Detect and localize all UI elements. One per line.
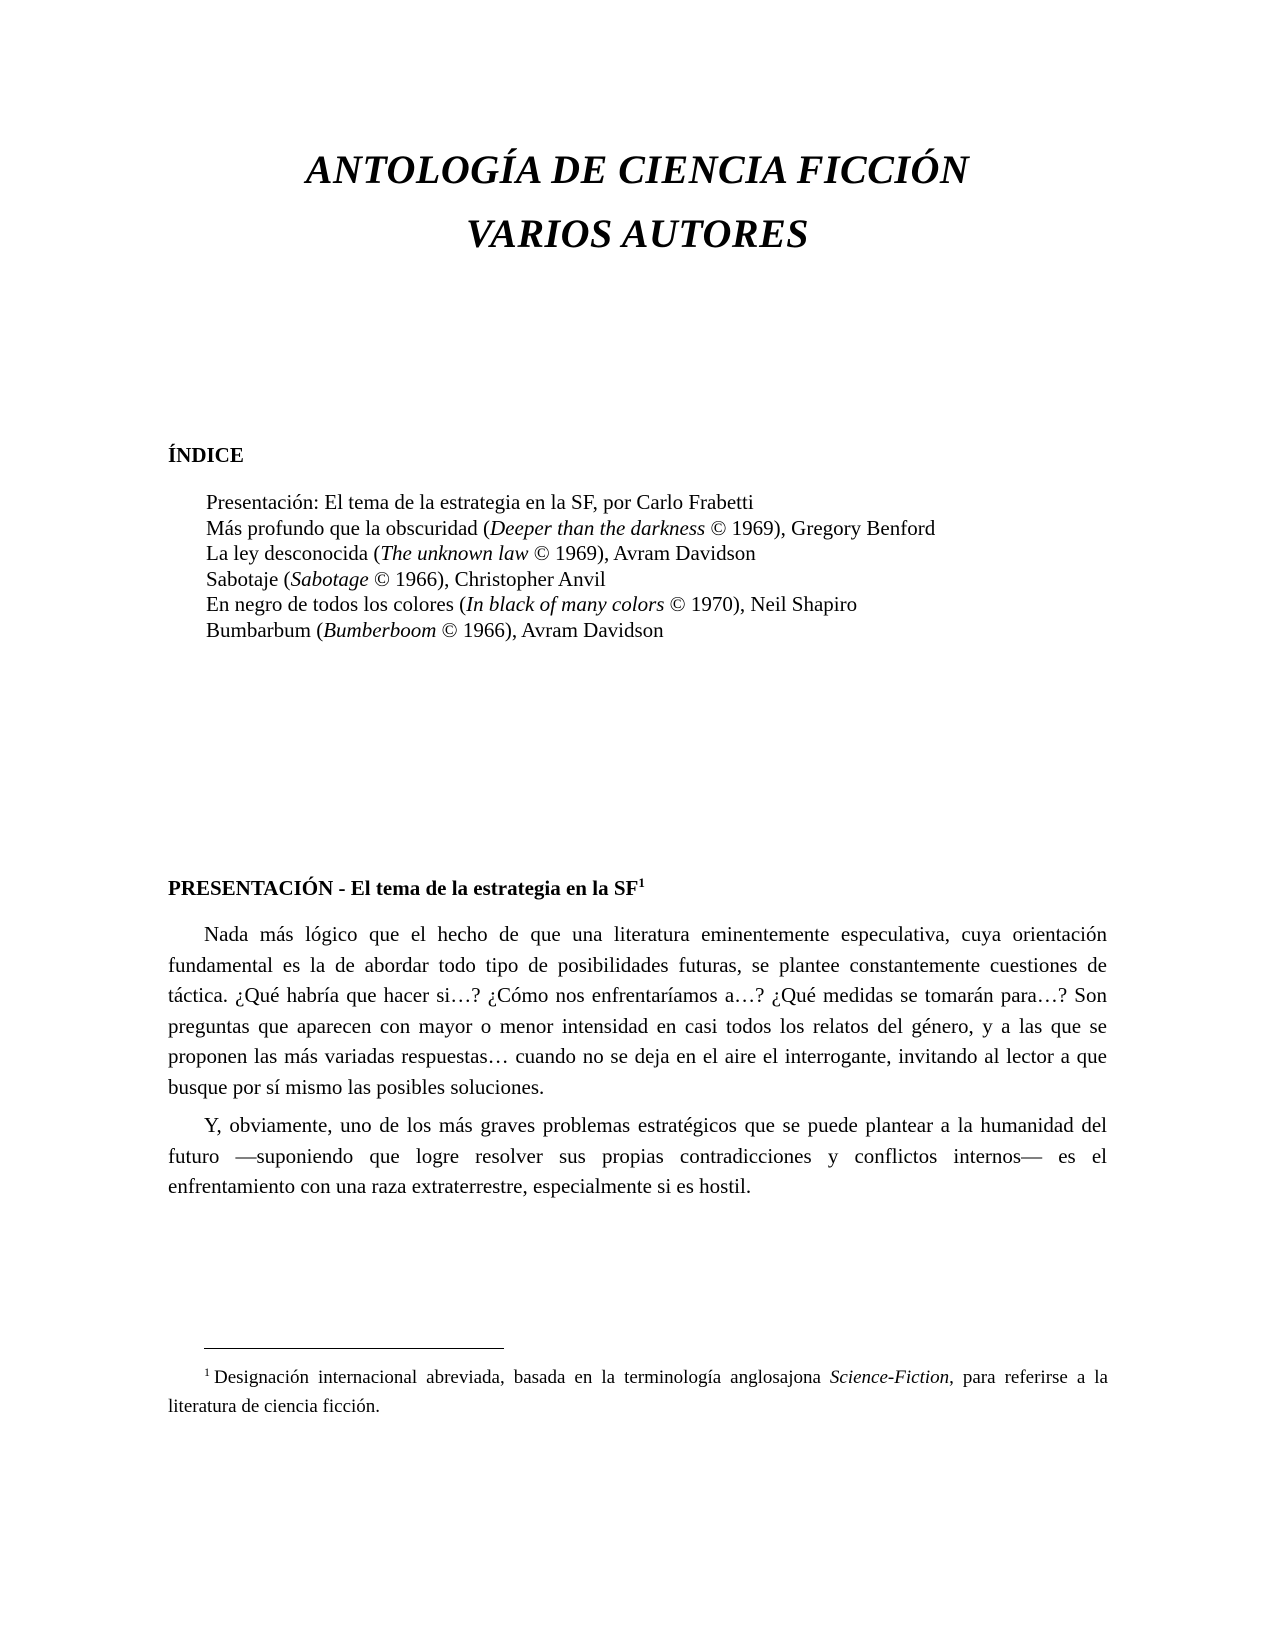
index-item-text-after: © 1969), Gregory Benford [705,515,936,540]
index-item [206,592,1107,618]
index-item [206,567,1107,593]
index-item [206,490,1107,516]
title-block [168,0,1107,266]
footnote-reference-marker[interactable]: 1 [638,875,645,890]
index-item [206,541,1107,567]
footnote-separator-rule [204,1348,504,1349]
footnote-part-one: Designación internacional abreviada, basada en la terminología anglosajona [214,1367,830,1388]
index-item-original-title: Deeper than the darkness [490,515,706,540]
body-paragraph: Y, obviamente, uno de los más graves problemas estratégicos que se puede plantear a la humanidad del futuro —suponiendo que logre resolver sus propias contradicciones y conflictos internos— es el enfrentamiento con una raza extraterrestre, especialmente si es hostil. [168,1113,1107,1198]
index-list [168,490,1107,643]
body-paragraph: Nada más lógico que el hecho de que una literatura eminentemente especulativa, cuya orientación fundamental es la de abordar todo tipo de posibilidades futuras, se plantee constantemente cuestiones de táctica. ¿Qué habría que hacer si…? ¿Cómo nos enfrentaríamos a…? ¿Qué medidas se tomarán para…? Son preguntas que aparecen con mayor o menor intensidad en casi todos los relatos del género, y a las que se proponen las más variadas respuestas… cuando no se deja en el aire el interrogante, invitando al lector a que busque por sí mismo las posibles soluciones. [168,922,1107,1099]
footnote-italic-term: Science-Fiction [829,1367,950,1388]
index-item-text-after: © 1966), Avram Davidson [436,617,664,642]
presentation-section [168,875,1107,1202]
index-item-text-after: © 1969), Avram Davidson [528,541,756,565]
page-subtitle: VARIOS AUTORES [465,211,810,256]
index-item-text-after: © 1966), Christopher Anvil [368,566,606,591]
index-section [168,442,1107,643]
index-item-original-title: In black of many colors [466,592,665,616]
index-item [206,516,1107,542]
index-item-text-before: Presentación: El tema de la estrategia en la SF, por Carlo Frabetti [206,490,754,514]
index-item-text-before: La ley desconocida ( [206,541,381,565]
page-title: ANTOLOGÍA DE CIENCIA FICCIÓN [305,147,970,192]
index-item [206,618,1107,644]
index-item-text-before: Sabotaje ( [206,566,291,591]
index-item-text-before: Bumbarbum ( [206,617,324,642]
index-item-text-before: En negro de todos los colores ( [206,592,467,616]
footnote-marker: 1 [204,1364,210,1379]
index-heading: ÍNDICE [168,443,244,467]
index-item-original-title: Sabotage [290,566,369,591]
footnote-part-two: , para referirse a la literatura de ciencia ficción. [168,1367,1108,1417]
footnote-area [168,1348,1108,1421]
presentation-heading [168,875,1107,901]
footnote-text [168,1363,1108,1421]
index-item-text-before: Más profundo que la obscuridad ( [206,515,491,540]
index-item-original-title: Bumberboom [323,617,437,642]
presentation-heading-text: PRESENTACIÓN - El tema de la estrategia en la SF [168,876,639,900]
index-item-text-after: © 1970), Neil Shapiro [664,592,858,616]
index-item-original-title: The unknown law [380,541,529,565]
